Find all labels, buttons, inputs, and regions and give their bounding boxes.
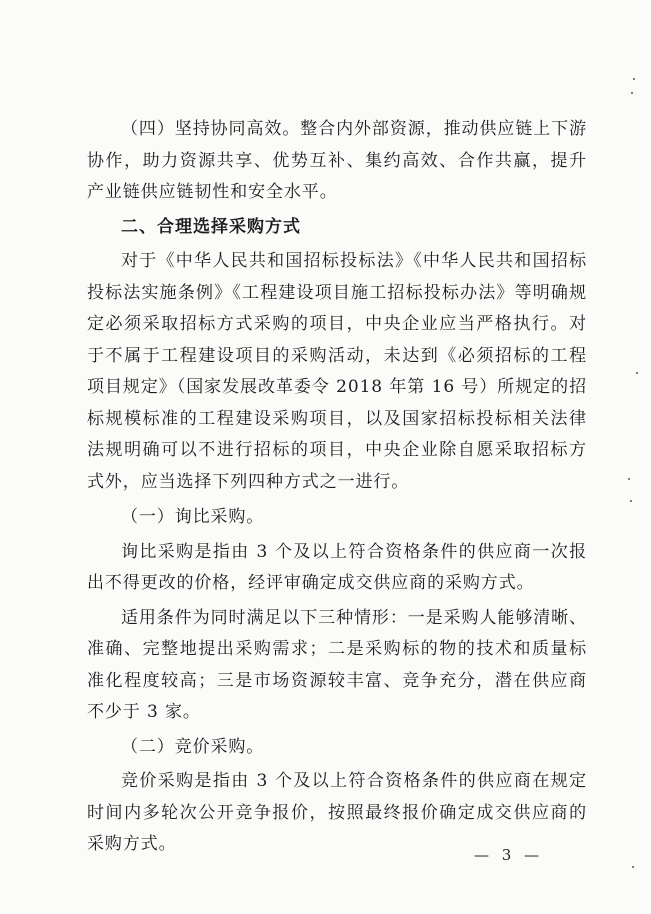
paragraph-inquiry-conditions: 适用条件为同时满足以下三种情形：一是采购人能够清晰、准确、完整地提出采购需求；二是采购标的物的技术和质量标准化程度较高；三是市场资源较丰富、竞争充分，潜在供应商不少于 3 家。 bbox=[87, 607, 587, 722]
section-heading: 二、合理选择采购方式 bbox=[121, 216, 301, 237]
subheading-inquiry-procurement: （一）询比采购。 bbox=[121, 507, 265, 527]
paragraph-bidding-definition: 竞价采购是指由 3 个及以上符合资格条件的供应商在规定时间内多轮次公开竞争报价，按照最终报价确定成交供应商的采购方式。 bbox=[87, 771, 587, 854]
scan-speck bbox=[633, 78, 635, 80]
scan-speck bbox=[632, 866, 634, 868]
scan-speck bbox=[630, 500, 632, 502]
document-body bbox=[87, 114, 587, 861]
scan-speck bbox=[631, 92, 633, 94]
page-number: — 3 — bbox=[474, 846, 544, 864]
paragraph-inquiry-definition: 询比采购是指由 3 个及以上符合资格条件的供应商一次报出不得更改的价格，经评审确定成交供应商的采购方式。 bbox=[87, 541, 587, 593]
paragraph-tender-law: 对于《中华人民共和国招标投标法》《中华人民共和国招标投标法实施条例》《工程建设项目施工招标投标办法》等明确规定必须采取招标方式采购的项目，中央企业应当严格执行。对于不属于工程建设项目的采购活动，未达到《必须招标的工程项目规定》（国家发展改革委令 2018 年第 16 号）所规定的招标规模标准的工程建设采购项目，以及国家招标投标相关法律法规明确可以不进行招标的项目，中央企业除自愿采取招标方式外，应当选择下列四种方式之一进行。 bbox=[87, 251, 587, 492]
paragraph-collaboration: （四）坚持协同高效。整合内外部资源，推动供应链上下游协作，助力资源共享、优势互补、集约高效、合作共赢，提升产业链供应链韧性和安全水平。 bbox=[87, 119, 587, 202]
scan-speck bbox=[628, 478, 630, 480]
subheading-bidding-procurement: （二）竞价采购。 bbox=[121, 736, 265, 757]
scan-speck bbox=[636, 372, 638, 374]
